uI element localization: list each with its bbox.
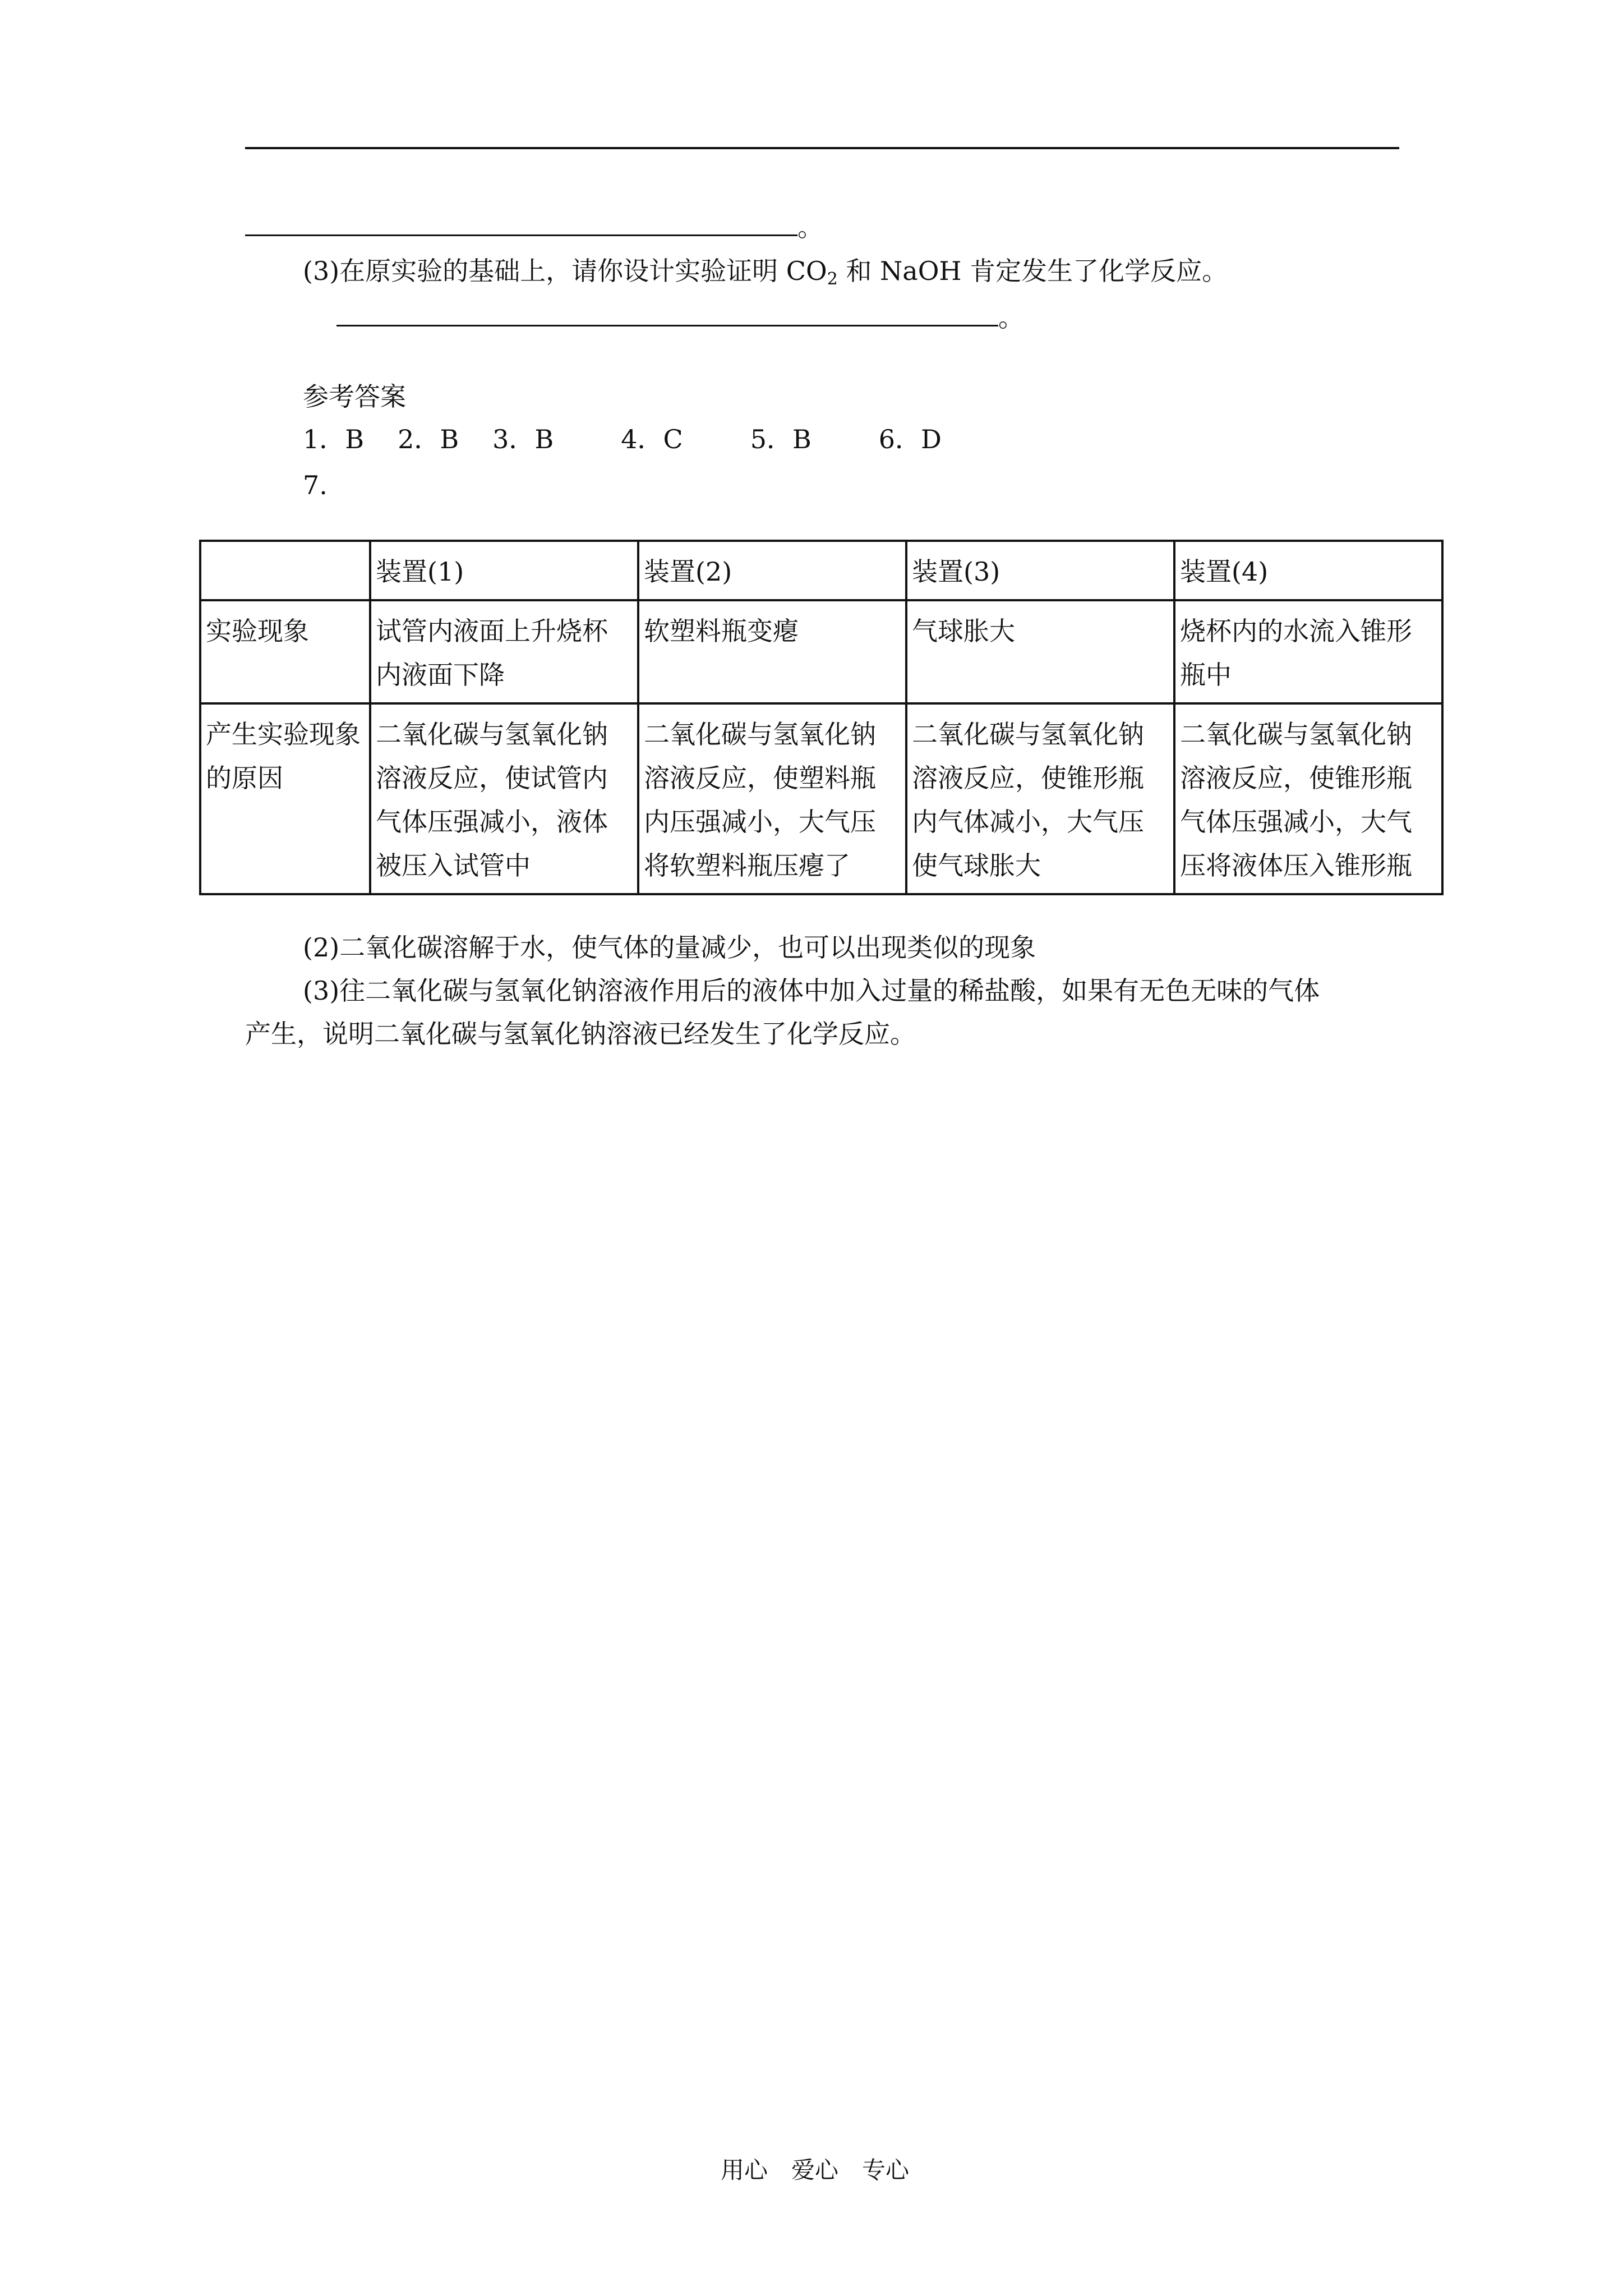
table-header-cell: 装置(1) [370,541,638,600]
answer-blank-line-1 [245,209,823,245]
table-cell: 烧杯内的水流入锥形瓶中 [1174,600,1442,703]
row-label: 实验现象 [200,600,370,703]
table-cell: 试管内液面上升烧杯内液面下降 [370,600,638,703]
choice-4: 4．C [621,424,683,454]
item-7-label: 7. [303,470,328,500]
table-cell: 二氧化碳与氢氧化钠溶液反应，使试管内气体压强减小，液体被压入试管中 [370,703,638,894]
answer-blank-line-2 [336,299,1024,335]
table-header-cell [200,541,370,600]
choice-2: 2．B [398,424,459,454]
choice-1: 1．B [303,424,365,454]
table-header-cell: 装置(2) [638,541,906,600]
explanation-2: (2)二氧化碳溶解于水，使气体的量减少，也可以出现类似的现象 [303,932,1036,963]
table-cell: 二氧化碳与氢氧化钠溶液反应，使塑料瓶内压强减小，大气压将软塑料瓶压瘪了 [638,703,906,894]
choice-6: 6．D [878,424,942,454]
blank-underline [336,299,998,326]
table-cell: 软塑料瓶变瘪 [638,600,906,703]
top-rule [245,147,1399,149]
table-header-row [200,541,1442,600]
question-3-prefix: (3)在原实验的基础上，请你设计实验证明 CO [303,256,827,286]
row-label: 产生实验现象的原因 [200,703,370,894]
blank-underline [245,209,797,236]
blank-period: 。 [797,212,823,242]
explanation-3-line-1: (3)往二氧化碳与氢氧化钠溶液作用后的液体中加入过量的稀盐酸，如果有无色无味的气体 [303,976,1320,1006]
explanation-3-line-2: 产生，说明二氧化碳与氢氧化钠溶液已经发生了化学反应。 [245,1019,916,1049]
table-row [200,703,1442,894]
question-3-suffix: 和 NaOH 肯定发生了化学反应。 [837,256,1228,286]
choice-answers [303,422,942,457]
co2-subscript: 2 [827,269,838,289]
blank-period: 。 [998,302,1024,333]
page-footer: 用心 爱心 专心 [721,2156,910,2184]
table-cell: 二氧化碳与氢氧化钠溶液反应，使锥形瓶气体压强减小，大气压将液体压入锥形瓶 [1174,703,1442,894]
answers-heading: 参考答案 [303,381,406,412]
answer-table [199,540,1444,895]
table-header-cell: 装置(4) [1174,541,1442,600]
table-cell: 气球胀大 [906,600,1174,703]
question-3 [303,254,1228,288]
choice-5: 5．B [750,424,811,454]
table-cell: 二氧化碳与氢氧化钠溶液反应，使锥形瓶内气体减小，大气压使气球胀大 [906,703,1174,894]
table-row [200,600,1442,703]
choice-3: 3．B [492,424,554,454]
table-header-cell: 装置(3) [906,541,1174,600]
